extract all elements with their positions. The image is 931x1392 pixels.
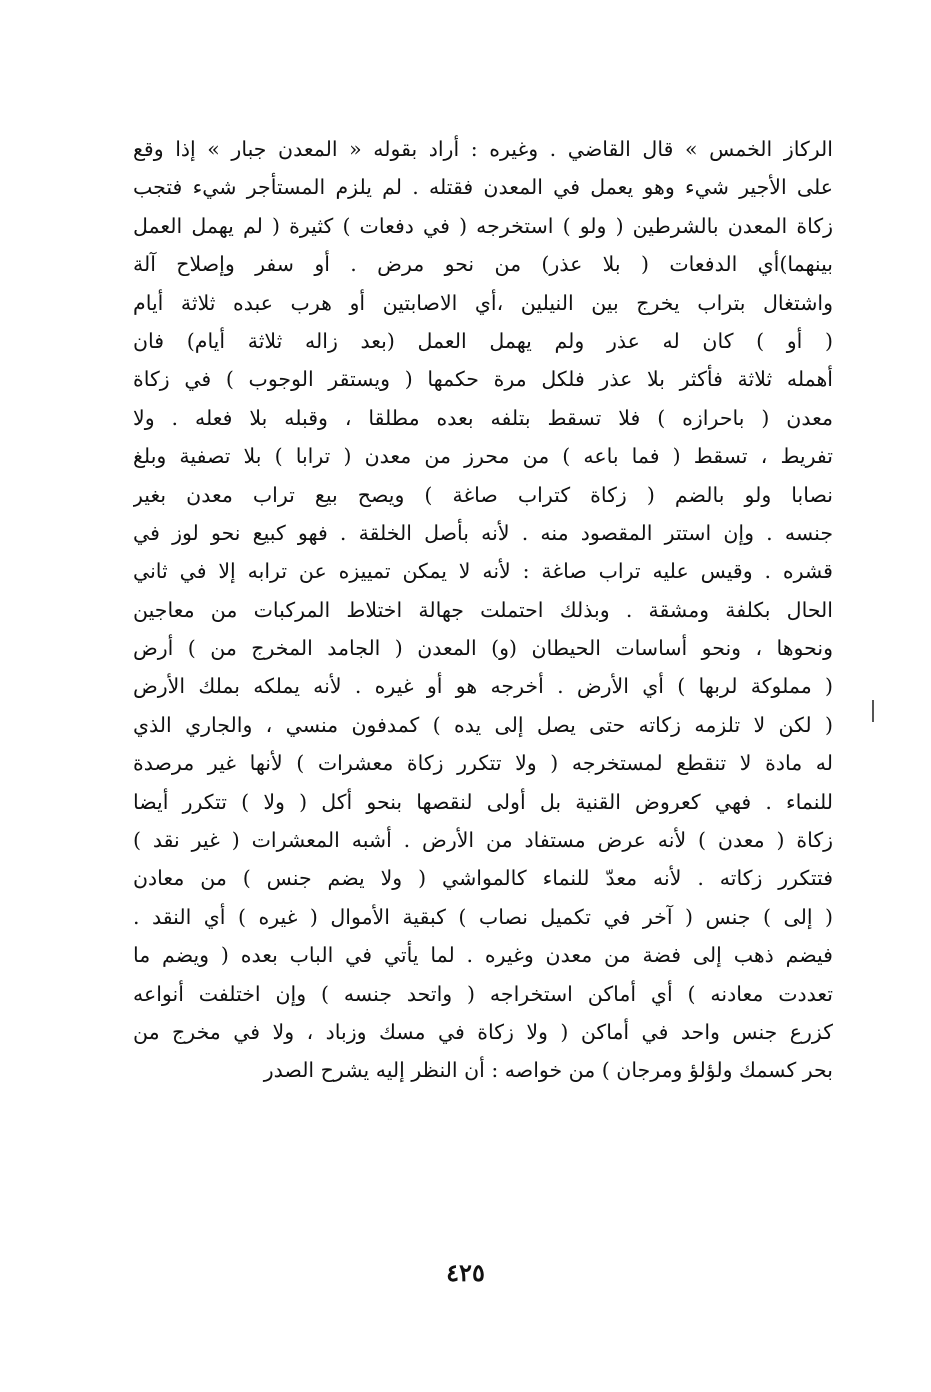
text-line-7: أهمله ثلاثة فأكثر بلا عذر فلكل مرة حكمها ( ويستقر الوجوب ) في زكاة: [133, 367, 833, 392]
margin-mark: [872, 700, 874, 722]
text-line-8: معدن ( باحرازه ) فلا تسقط بتلفه بعده مطلقا ، وقبله بلا فعله . ولا: [133, 405, 833, 430]
text-line-5: واشتغال بتراب يخرج بين النيلين ،أي الاصابتين أو هرب عبده ثلاثة أيام: [133, 290, 833, 315]
text-line-6: ( أو ) كان له عذر ولم يهمل العمل (بعد زاله ثلاثة أيام) فان: [133, 328, 833, 353]
text-line-4: بينهما)أي الدفعات ( بلا عذر) من نحو مرض . أو سفر وإصلاح آلة: [133, 252, 833, 277]
text-line-22: فيضم ذهب إلى فضة من معدن وغيره . لما يأتي في الباب بعده ( ويضم ما: [133, 943, 833, 968]
text-line-17: له مادة لا تنقطع لمستخرجه ( ولا تتكرر زكاة معشرات ) لأنها غير مرصدة: [133, 751, 833, 776]
text-line-14: ونحوها ، ونحو أساسات الحيطان (و) المعدن ( الجامد المخرج من ) أرض: [133, 636, 833, 661]
text-line-18: للنماء . فهي كعروض القنية بل أولى لنقصها بنحو أكل ( ولا ) تتكرر أيضا: [133, 789, 833, 814]
text-line-9: تفريط ، تسقط ( فما باعه ) من محرز من معدن ( ترابا ) بلا تصفية وبلغ: [133, 444, 833, 469]
text-line-10: نصابا ولو بالضم ( زكاة كتراب صاغة ) ويصح بيع تراب معدن بغير: [133, 482, 833, 507]
text-line-16: ( لكن لا تلزمه زكاته حتى يصل إلى يده ) كمدفون منسي ، والجاري الذي: [133, 712, 833, 737]
text-line-13: الحال بكلفة ومشقة . وبذلك احتملت جهالة اختلاط المركبات من معاجين: [133, 597, 833, 622]
text-line-23: تعددت معادنه ) أي أماكن استخراجه ( واتحد جنسه ) وإن اختلفت أنواعه: [133, 981, 833, 1006]
text-line-25: بحر كسمك ولؤلؤ ومرجان ) من خواصه : أن النظر إليه يشرح الصدر: [263, 1058, 833, 1083]
text-line-11: جنسه . وإن استتر المقصود منه . لأنه بأصل الخلقة . فهو كبيع نحو لوز في: [133, 520, 833, 545]
text-line-2: على الأجير شيء وهو يعمل في المعدن فقتله . لم يلزم المستأجر شيء فتجب: [133, 175, 833, 200]
page-number: ٤٢٥: [446, 1258, 485, 1287]
text-line-19: زكاة ( معدن ) لأنه عرض مستفاد من الأرض . أشبه المعشرات ( غير نقد ): [133, 828, 833, 853]
body-text: [133, 130, 833, 1090]
text-line-12: قشره . وقيس عليه تراب صاغة : لأنه لا يمكن تمييزه عن ترابه إلا في ثاني: [133, 559, 833, 584]
text-line-15: ( مملوكة لربها ) أي الأرض . أخرجه هو أو غيره . لأنه يملكه بملك الأرض: [133, 674, 833, 699]
text-line-1: الركاز الخمس » قال القاضي . وغيره : أراد بقوله « المعدن جبار » إذا وقع: [133, 137, 833, 161]
text-line-20: فتتكرر زكاته . لأنه معدّ للنماء كالمواشي ( ولا يضم جنس ) من معادن: [133, 866, 833, 891]
text-line-3: زكاة المعدن بالشرطين ( ولو ) استخرجه ( في دفعات ) كثيرة ( لم يهمل العمل: [133, 213, 833, 238]
text-line-24: كزرع جنس واحد في أماكن ( ولا زكاة في مسك وزباد ، ولا في مخرج من: [133, 1019, 833, 1044]
text-line-21: ( إلى ) جنس ( آخر في تكميل نصاب ) كبقية الأموال ( غيره ) أي النقد .: [133, 904, 833, 929]
